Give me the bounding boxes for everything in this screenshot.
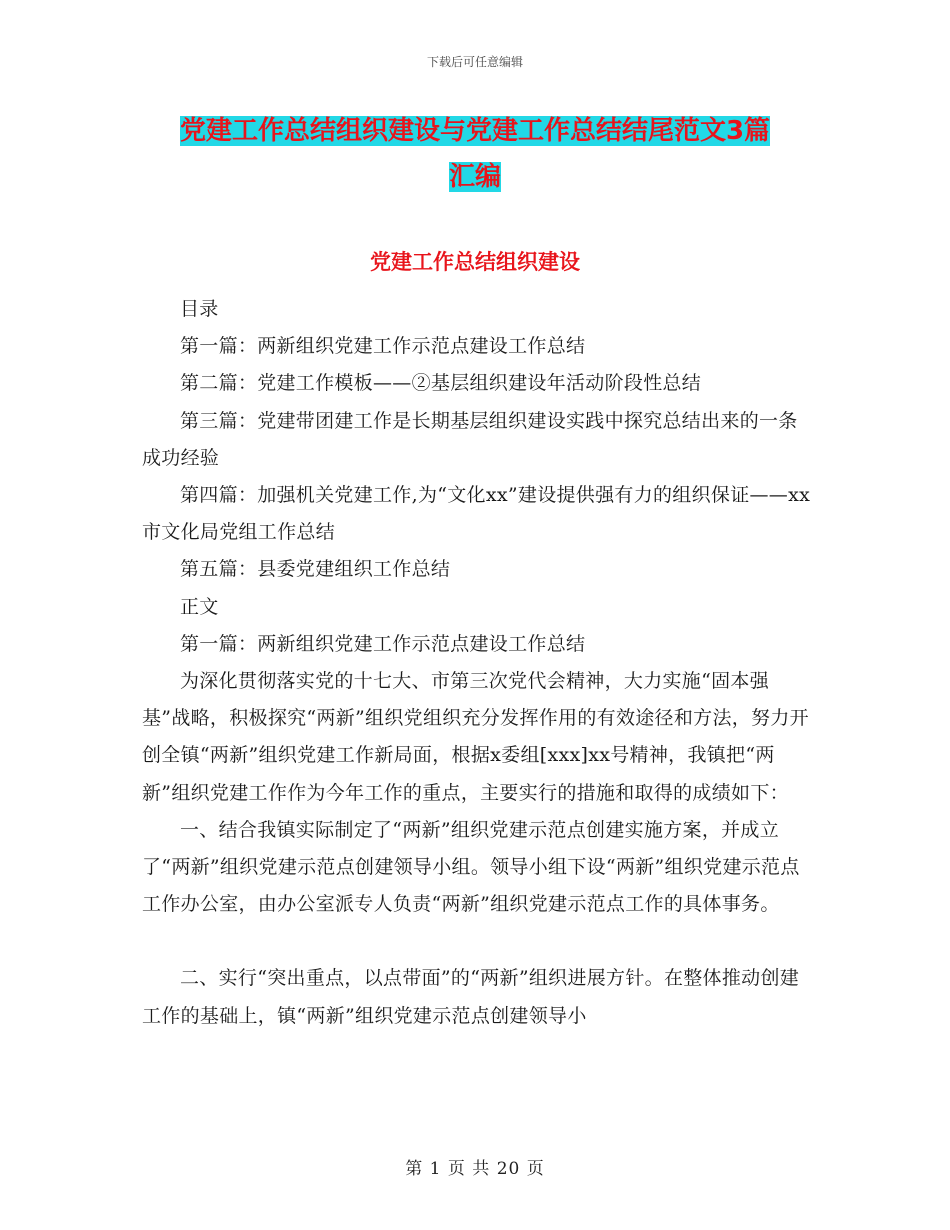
article-heading: 第一篇：两新组织党建工作示范点建设工作总结: [180, 632, 586, 655]
paragraph-point-1: 一、结合我镇实际制定了“两新”组织党建示范点创建实施方案，并成立了“两新”组织党建示范点创建领导小组。领导小组下设“两新”组织党建示范点工作办公室，由办公室派专人负责“两新”组织党建示范点工作的具体事务。: [142, 818, 800, 916]
toc-item-4: 第四篇：加强机关党建工作,为“文化xx”建设提供强有力的组织保证——xx市文化局党组工作总结: [142, 484, 811, 544]
title-line-2: 汇编: [448, 162, 501, 192]
toc-heading: 目录: [180, 298, 219, 320]
body-heading: 正文: [180, 595, 219, 618]
title-line-1: 党建工作总结组织建设与党建工作总结结尾范文3篇: [179, 116, 771, 146]
document-body: [142, 291, 814, 1035]
header-note: 下载后可任意编辑: [426, 55, 523, 69]
section-title: 党建工作总结组织建设: [370, 250, 580, 274]
toc-item-3: 第三篇：党建带团建工作是长期基层组织建设实践中探究总结出来的一条成功经验: [142, 409, 798, 469]
paragraph-point-2: 二、实行“突出重点，以点带面”的“两新”组织进展方针。在整体推动创建工作的基础上，镇“两新”组织党建示范点创建领导小: [142, 967, 800, 1027]
toc-item-2: 第二篇：党建工作模板——②基层组织建设年活动阶段性总结: [180, 372, 702, 395]
document-title: [140, 108, 810, 200]
toc-item-5: 第五篇：县委党建组织工作总结: [180, 558, 451, 581]
page-footer: 第 1 页 共 20 页: [405, 1159, 545, 1179]
paragraph-intro: 为深化贯彻落实党的十七大、市第三次党代会精神，大力实施“固本强基”战略，积极探究“两新”组织党组织充分发挥作用的有效途径和方法，努力开创全镇“两新”组织党建工作新局面，根据x委组[xxx]xx号精神，我镇把“两新”组织党建工作作为今年工作的重点，主要实行的措施和取得的成绩如下：: [142, 670, 809, 804]
toc-item-1: 第一篇：两新组织党建工作示范点建设工作总结: [180, 335, 586, 358]
